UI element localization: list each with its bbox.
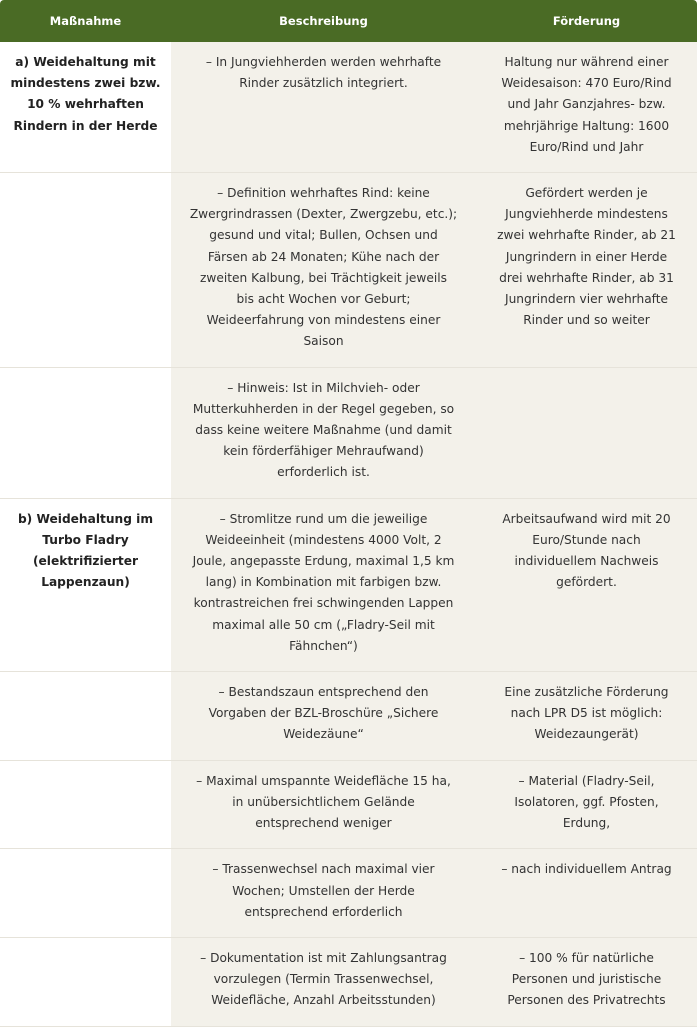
description-cell: – Trassenwechsel nach maximal vier Wochen; Umstellen der Herde entsprechend erforderlich <box>171 849 476 938</box>
description-cell: – In Jungviehherden werden wehrhafte Rinder zusätzlich integriert. <box>171 42 476 173</box>
funding-cell: Haltung nur während einer Weidesaison: 470 Euro/Rind und Jahr Ganzjahres- bzw. mehrjährige Haltung: 1600 Euro/Rind und Jahr <box>476 42 697 173</box>
funding-cell: Gefördert werden je Jungviehherde mindestens zwei wehrhafte Rinder, ab 21 Jungrindern in einer Herde drei wehrhafte Rinder, ab 31 Jungrindern vier wehrhafte Rinder und so weiter <box>476 173 697 368</box>
funding-cell: – 100 % für natürliche Personen und juristische Personen des Privatrechts <box>476 937 697 1026</box>
header-description: Beschreibung <box>171 0 476 42</box>
table-row <box>0 367 697 498</box>
measure-cell <box>0 937 171 1026</box>
table-row <box>0 672 697 761</box>
funding-cell: Arbeitsaufwand wird mit 20 Euro/Stunde nach individuellem Nachweis gefördert. <box>476 498 697 671</box>
description-cell: – Stromlitze rund um die jeweilige Weideeinheit (mindestens 4000 Volt, 2 Joule, angepasste Erdung, maximal 1,5 km lang) in Kombination mit farbigen bzw. kontrastreichen frei schwingenden Lappen maximal alle 50 cm („Fladry-Seil mit Fähnchen“) <box>171 498 476 671</box>
table-row <box>0 498 697 671</box>
description-cell: – Maximal umspannte Weidefläche 15 ha, in unübersichtlichem Gelände entsprechend weniger <box>171 760 476 849</box>
measure-cell: b) Weidehaltung im Turbo Fladry (elektrifizierter Lappenzaun) <box>0 498 171 671</box>
description-cell: – Hinweis: Ist in Milchvieh- oder Mutterkuhherden in der Regel gegeben, so dass keine weitere Maßnahme (und damit kein förderfähiger Mehraufwand) erforderlich ist. <box>171 367 476 498</box>
measure-cell <box>0 760 171 849</box>
header-funding: Förderung <box>476 0 697 42</box>
measure-cell <box>0 849 171 938</box>
table-row <box>0 937 697 1026</box>
funding-cell: – Material (Fladry-Seil, Isolatoren, ggf. Pfosten, Erdung, <box>476 760 697 849</box>
measure-cell: a) Weidehaltung mit mindestens zwei bzw. 10 % wehrhaften Rindern in der Herde <box>0 42 171 173</box>
description-cell: – Dokumentation ist mit Zahlungsantrag vorzulegen (Termin Trassenwechsel, Weidefläche, Anzahl Arbeitsstunden) <box>171 937 476 1026</box>
funding-cell <box>476 367 697 498</box>
table-row <box>0 42 697 173</box>
description-cell: – Definition wehrhaftes Rind: keine Zwergrindrassen (Dexter, Zwergzebu, etc.); gesund und vital; Bullen, Ochsen und Färsen ab 24 Monaten; Kühe nach der zweiten Kalbung, bei Trächtigkeit jeweils bis acht Wochen vor Geburt; Weideerfahrung von mindestens einer Saison <box>171 173 476 368</box>
measure-cell <box>0 672 171 761</box>
table-row <box>0 760 697 849</box>
table-row <box>0 173 697 368</box>
description-cell: – Bestandszaun entsprechend den Vorgaben der BZL-Broschüre „Sichere Weidezäune“ <box>171 672 476 761</box>
measure-cell <box>0 173 171 368</box>
table-header <box>0 0 697 42</box>
header-measure: Maßnahme <box>0 0 171 42</box>
funding-cell: – nach individuellem Antrag <box>476 849 697 938</box>
measure-cell <box>0 367 171 498</box>
table-row <box>0 849 697 938</box>
funding-cell: Eine zusätzliche Förderung nach LPR D5 ist möglich: Weidezaungerät) <box>476 672 697 761</box>
